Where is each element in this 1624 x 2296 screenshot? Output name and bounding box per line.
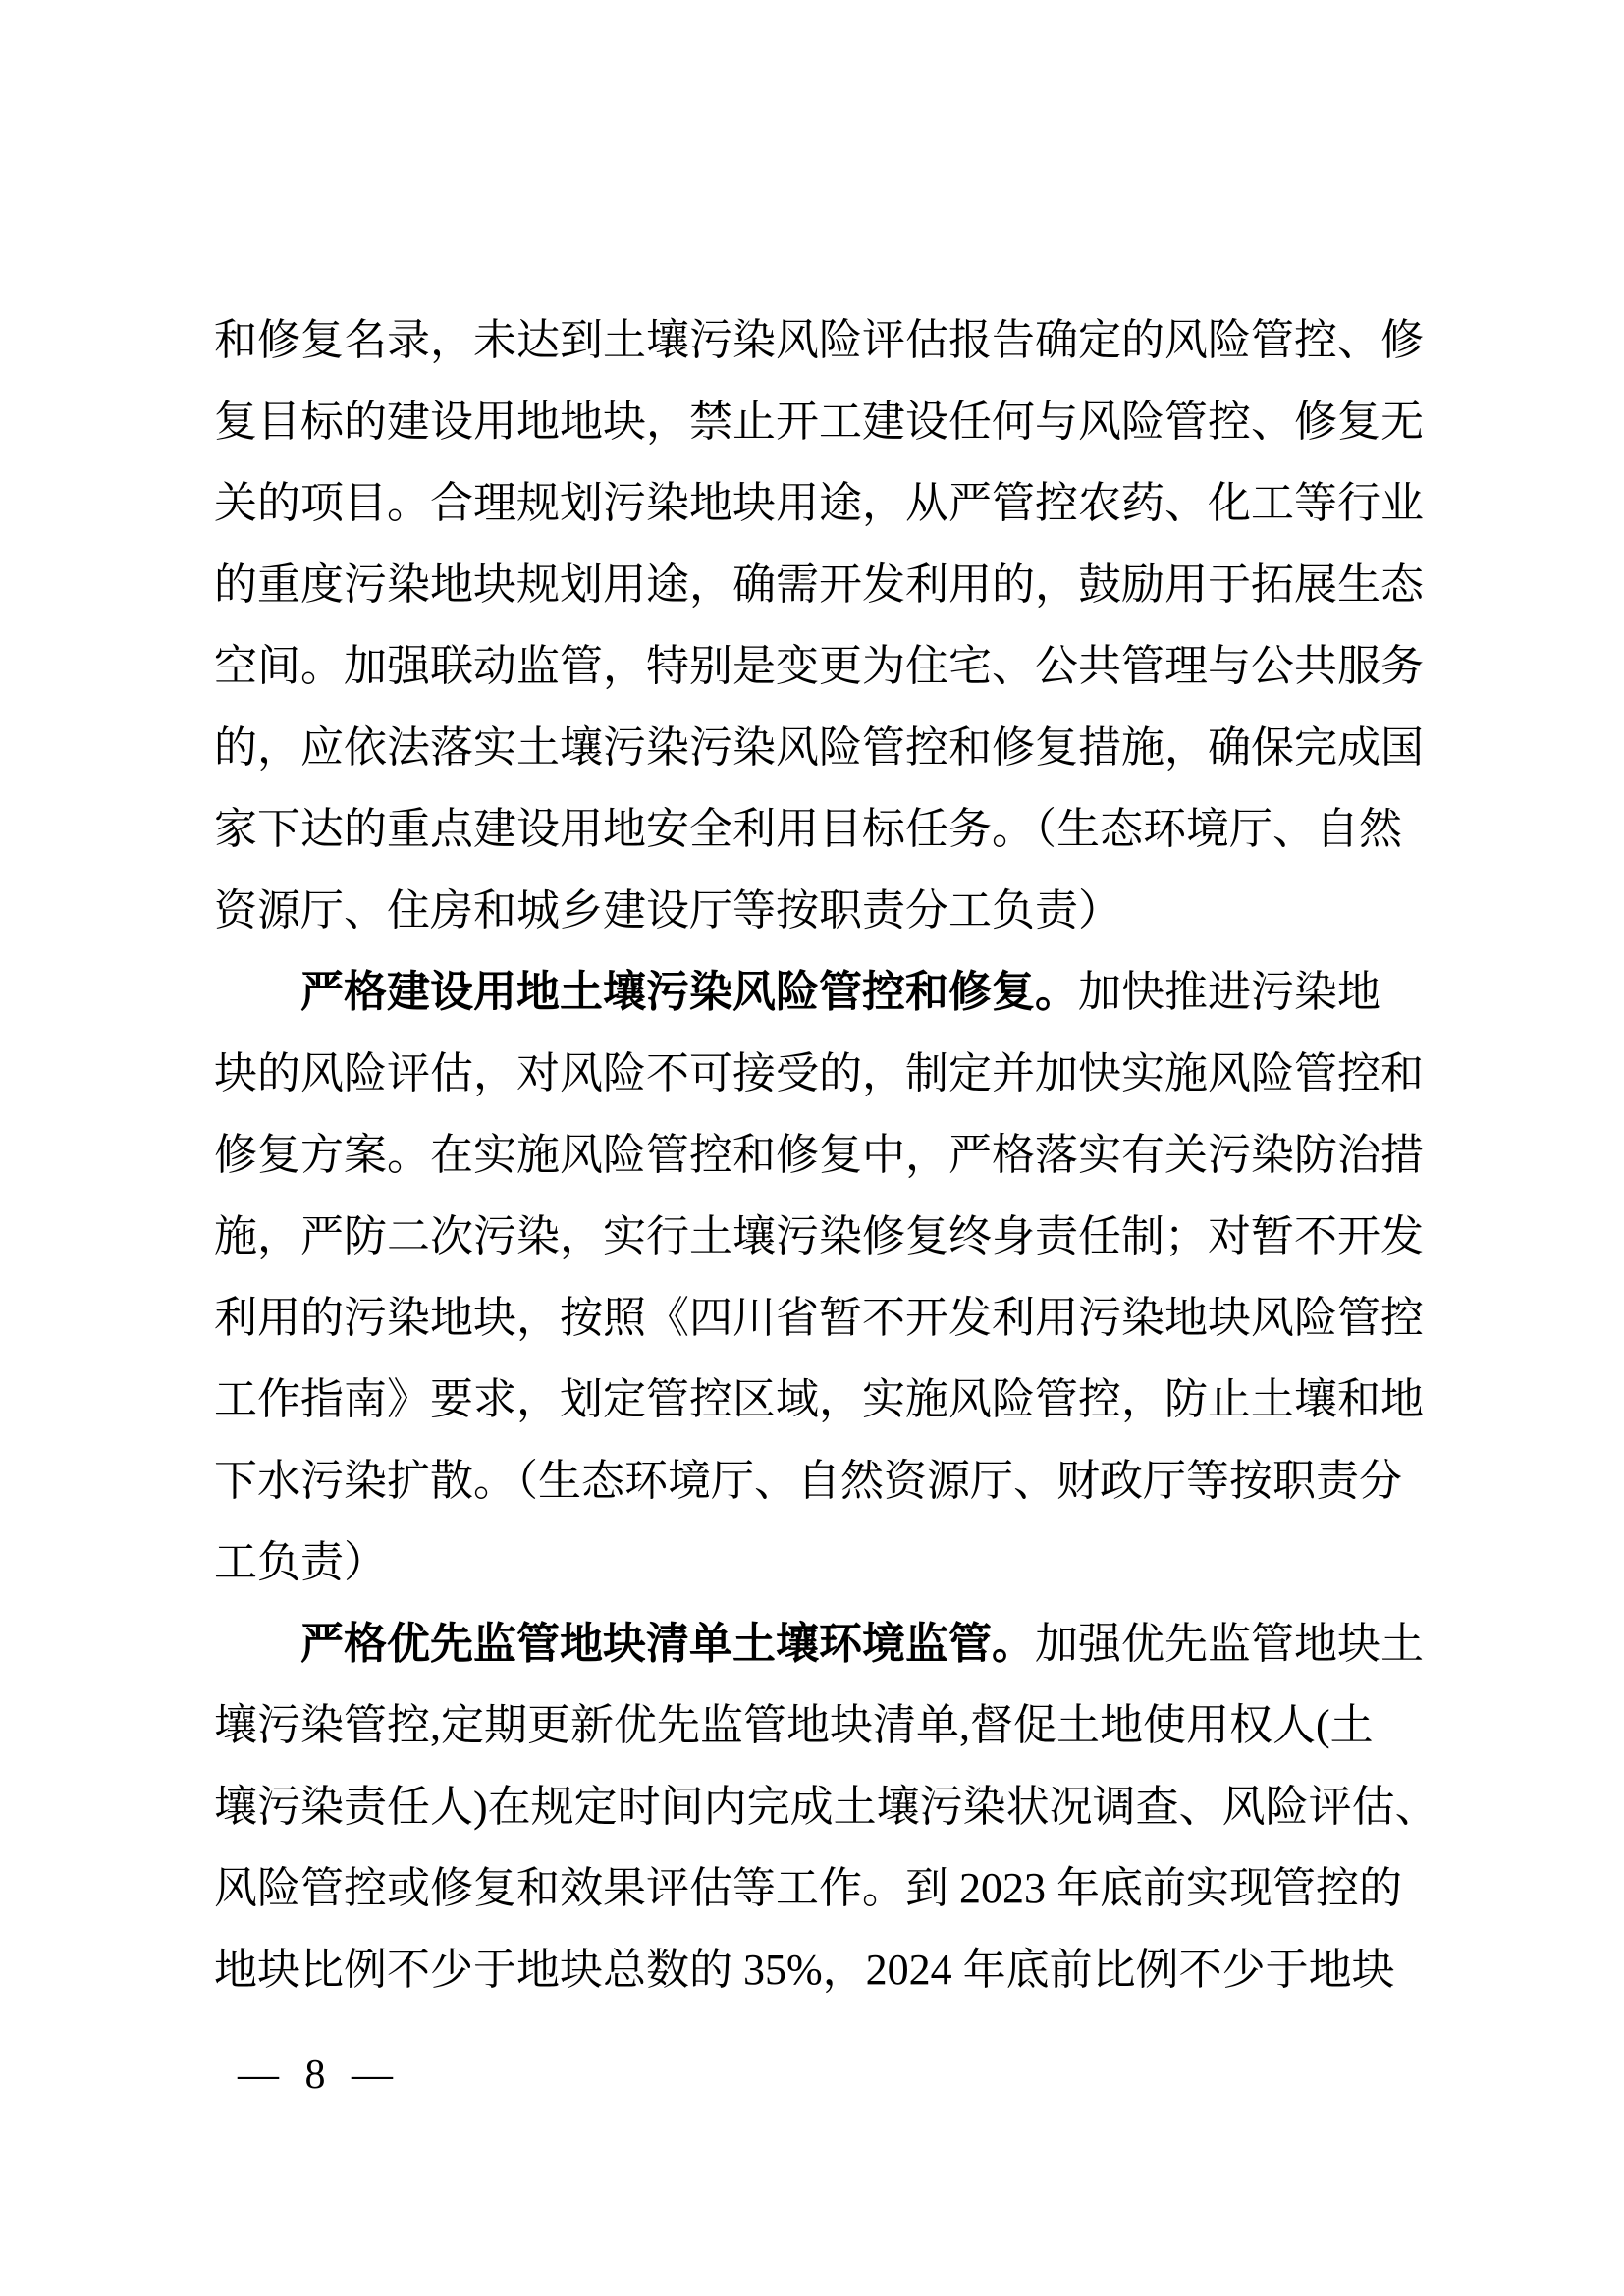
line-text: 加快推进污染地 [1078, 968, 1380, 1016]
paragraph [214, 1603, 1438, 2010]
text-line: 家下达的重点建设用地安全利用目标任务。（生态环境厅、自然 [214, 805, 1402, 853]
text-line: 复目标的建设用地地块，禁止开工建设任何与风险管控、修复无 [214, 398, 1424, 446]
bold-lead-text: 严格建设用地土壤污染风险管控和修复。 [300, 968, 1078, 1016]
text-line: 和修复名录，未达到土壤污染风险评估报告确定的风险管控、修 [214, 316, 1424, 364]
text-line: 关的项目。合理规划污染地块用途，从严管控农药、化工等行业 [214, 479, 1424, 527]
text-line: 壤污染管控,定期更新优先监管地块清单,督促土地使用权人(土 [214, 1701, 1374, 1749]
text-line: 的重度污染地块规划用途，确需开发利用的，鼓励用于拓展生态 [214, 561, 1424, 609]
paragraph [214, 299, 1424, 951]
text-line [214, 1603, 1424, 1684]
text-line: 壤污染责任人)在规定时间内完成土壤污染状况调查、风险评估、 [214, 1783, 1438, 1831]
body-text [214, 299, 1438, 2010]
text-line: 工负责） [214, 1538, 387, 1586]
text-line: 风险管控或修复和效果评估等工作。到 2023 年底前实现管控的 [214, 1864, 1402, 1912]
page-number: — 8 — [238, 2053, 401, 2098]
line-text: 加强优先监管地块土 [1035, 1620, 1424, 1668]
text-line: 空间。加强联动监管，特别是变更为住宅、公共管理与公共服务 [214, 642, 1424, 690]
text-line: 修复方案。在实施风险管控和修复中，严格落实有关污染防治措 [214, 1131, 1424, 1179]
text-line: 资源厅、住房和城乡建设厅等按职责分工负责） [214, 886, 1121, 934]
bold-lead-text: 严格优先监管地块清单土壤环境监管。 [300, 1620, 1035, 1668]
text-line: 块的风险评估，对风险不可接受的，制定并加快实施风险管控和 [214, 1049, 1424, 1097]
text-line: 施，严防二次污染，实行土壤污染修复终身责任制；对暂不开发 [214, 1212, 1424, 1260]
text-line: 下水污染扩散。（生态环境厅、自然资源厅、财政厅等按职责分 [214, 1457, 1402, 1505]
text-line: 地块比例不少于地块总数的 35%，2024 年底前比例不少于地块 [214, 1946, 1395, 1994]
paragraph [214, 951, 1424, 1603]
text-line: 工作指南》要求，划定管控区域，实施风险管控，防止土壤和地 [214, 1375, 1424, 1423]
text-line: 利用的污染地块，按照《四川省暂不开发利用污染地块风险管控 [214, 1294, 1424, 1342]
text-line: 的，应依法落实土壤污染污染风险管控和修复措施，确保完成国 [214, 723, 1424, 772]
text-line [214, 951, 1424, 1033]
